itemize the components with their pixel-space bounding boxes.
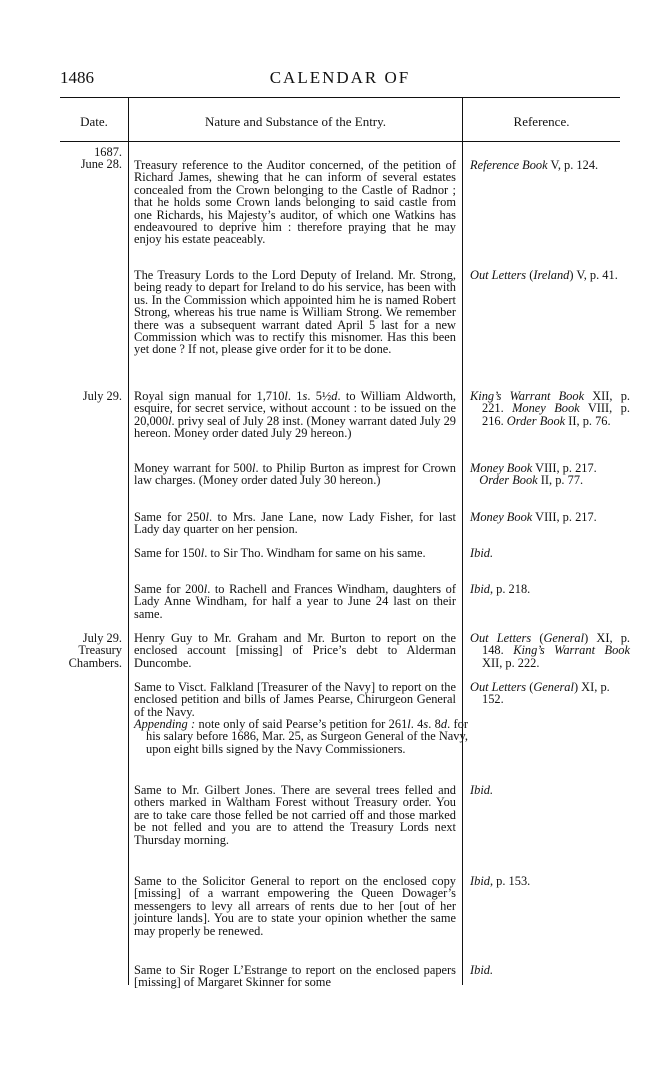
entry-text: Treasury reference to the Auditor concerned, of the petition of Richard James, shewing that he can inform of several estates concealed from the Crown belonging to the Castle of Radnor ; that he holds some Crown lands belonging to said castle from one Richards, his Majesty’s auditor, of which one Watkins has endeavoured to deprive him : therefore praying that he may enjoy his estate peaceably. [134,158,456,247]
column-divider-left [128,97,129,985]
entry-reference: Reference Book V, p. 124. [470,158,599,172]
entry-text: Same for 200l. to Rachell and Frances Windham, daughters of Lady Anne Windham, for half a year to June 24 last on their same. [134,582,456,621]
column-header-reference: Reference. [513,114,570,129]
entry-reference: Ibid. [470,783,494,797]
entry-text: Same for 150l. to Sir Tho. Windham for same on his same. [134,546,426,560]
entry-reference: Out Letters (General) XI, p. 152. [470,680,610,707]
entry-appending: Appending : note only of said Pearse’s petition for 261l. 4s. 8d. for his salary before 1686, Mar. 25, as Surgeon General of the Navy, upon eight bills signed by the Navy Commissioners. [134,717,469,756]
entry-text: Same for 250l. to Mrs. Jane Lane, now Lady Fisher, for last Lady day quarter on her pension. [134,510,456,537]
page-number: 1486 [60,68,94,87]
column-divider-right [462,97,463,985]
entry-reference: Ibid, p. 153. [470,874,531,888]
entry-text: Same to Visct. Falkland [Treasurer of the Navy] to report on the enclosed petition and bills of James Pearse, Chirurgeon General of the Navy. [134,680,456,719]
entry-date: 1687. June 28. [80,145,122,172]
entry-text: Money warrant for 500l. to Philip Burton as imprest for Crown law charges. (Money order dated July 30 hereon.) [134,461,456,488]
entry-text: Henry Guy to Mr. Graham and Mr. Burton to report on the enclosed account [missing] of Price’s debt to Alderman Duncombe. [134,631,456,670]
entry-text: Same to Sir Roger L’Estrange to report on the enclosed papers [missing] of Margaret Skinner for some [134,963,456,990]
entry-reference: Money Book VIII, p. 217. Order Book II, p. 77. [470,461,597,488]
table-top-rule [60,97,620,98]
entry-reference: Ibid. [470,546,494,560]
entry-reference: Ibid. [470,963,494,977]
entry-text: The Treasury Lords to the Lord Deputy of Ireland. Mr. Strong, being ready to depart for Ireland to do his service, has been with us. In the Commission which appointed him he is named Robert Strong, whereas his true name is William Strong. We remember there was a subsequent warrant dated April 5 last for a new Commission which was to rectify this misnomer. Has this been yet done ? If not, please give order for it to be done. [134,268,456,357]
entry-reference: Out Letters (General) XI, p. 148. King’s Warrant Book XII, p. 222. [470,631,630,670]
column-header-date: Date. [80,114,108,129]
entry-date: July 29. Treasury Chambers. [68,631,122,670]
column-header-nature: Nature and Substance of the Entry. [204,114,387,129]
entry-reference: Out Letters (Ireland) V, p. 41. [470,268,618,282]
entry-reference: Money Book VIII, p. 217. [470,510,597,524]
entry-reference: King’s Warrant Book XII, p. 221. Money Book VIII, p. 216. Order Book II, p. 76. [470,389,630,428]
running-title: CALENDAR OF [269,68,411,87]
table-head-rule [60,141,620,142]
entry-text: Royal sign manual for 1,710l. 1s. 5½d. to William Aldworth, esquire, for secret service, without account : to be issued on the 20,000l. privy seal of July 28 inst. (Money warrant dated July 29 hereon. Money order dated July 29 hereon.) [134,389,457,441]
entry-text: Same to Mr. Gilbert Jones. There are several trees felled and others marked in Waltham Forest without Treasury order. You are to take care those felled be not carried off and those marked be not felled and you are to attend the Treasury Lords next Thursday morning. [134,783,456,847]
page-header [60,68,620,92]
entry-date: July 29. [82,389,122,403]
entry-reference: Ibid, p. 218. [470,582,531,596]
entry-text: Same to the Solicitor General to report on the enclosed copy [missing] of a warrant empowering the Queen Dowager’s messengers to levy all arrears of rents due to her [out of her jointure lands]. You are to state your opinion whether the same may properly be renewed. [134,874,456,938]
